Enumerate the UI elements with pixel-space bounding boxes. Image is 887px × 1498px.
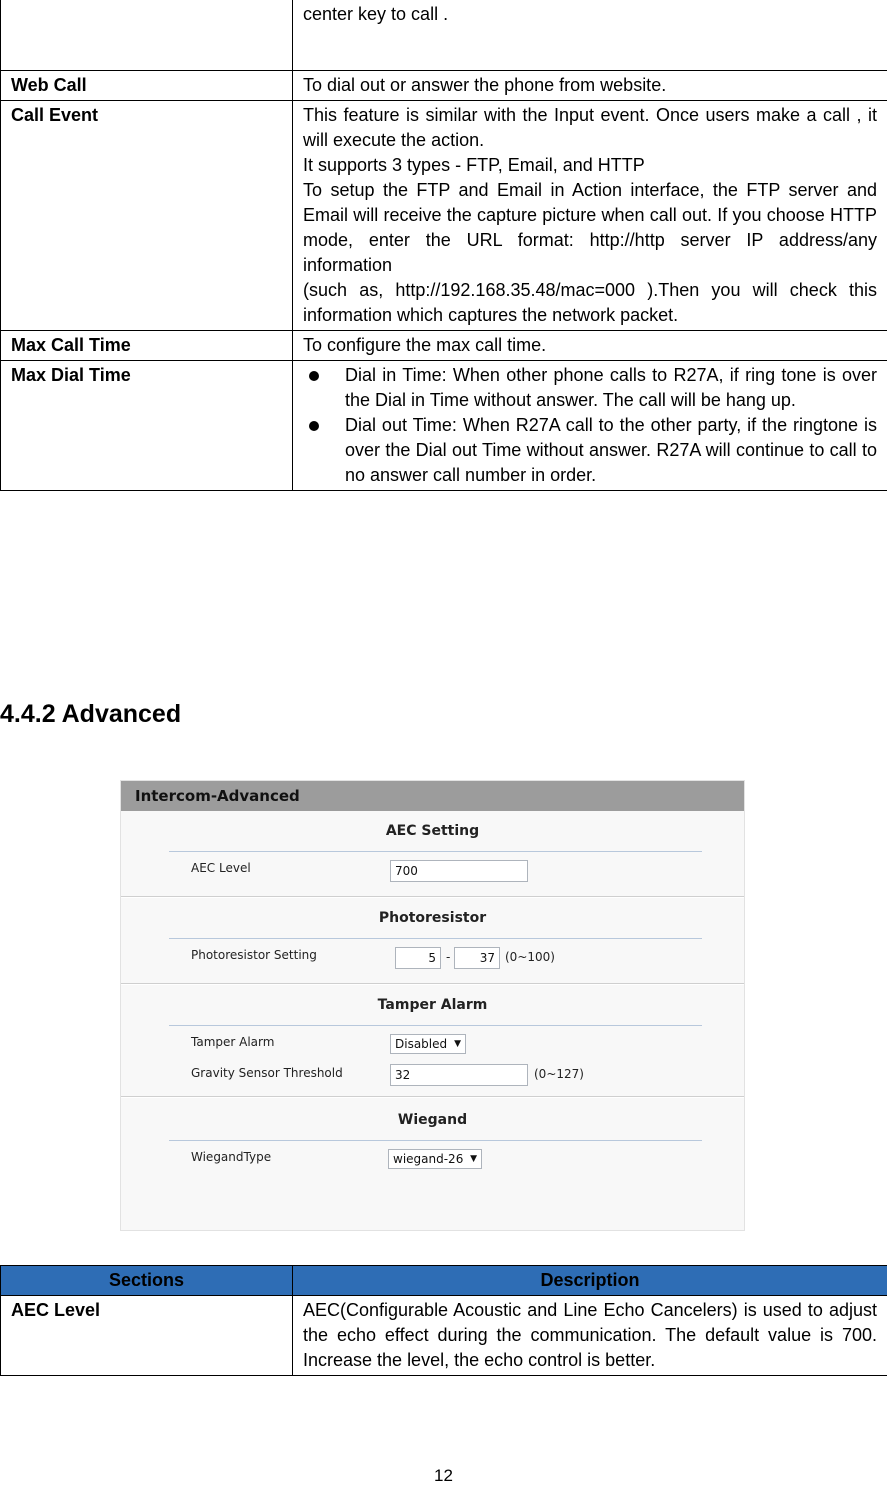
- section-heading: 4.4.2 Advanced: [0, 700, 182, 728]
- tamper-alarm-row: [121, 1026, 744, 1060]
- parameter-table-top: [0, 0, 887, 491]
- bullet-text: Dial out Time: When R27A call to the other party, if the ringtone is over the Dial out Time without answer. R27A will continue to call to no answer call number in order.: [345, 415, 877, 485]
- wiegand-type-select[interactable]: [388, 1149, 482, 1169]
- photoresistor-max-input[interactable]: 37: [454, 947, 500, 969]
- dropdown-arrow-icon: ▼: [470, 1154, 477, 1164]
- section-cell: Web Call: [1, 71, 293, 101]
- description-cell: [293, 1296, 887, 1376]
- section-cell: Max Dial Time: [1, 361, 293, 491]
- page-number: 12: [434, 1466, 453, 1485]
- description-cell: [293, 331, 887, 361]
- wiegand-section: [121, 1098, 744, 1175]
- table-row: [1, 101, 887, 331]
- gravity-sensor-input[interactable]: 32: [390, 1064, 528, 1086]
- description-cell: [293, 361, 887, 491]
- wiegand-section-title: Wiegand: [397, 1112, 468, 1128]
- wiegand-type-row: [121, 1141, 744, 1175]
- description-cell: [293, 0, 887, 71]
- description-line: (such as, http://192.168.35.48/mac=000 ).Then you will check this information which captures the network packet.: [303, 280, 877, 325]
- photoresistor-range-hint: (0~100): [505, 950, 555, 964]
- table-row: [1, 71, 887, 101]
- description-line: To setup the FTP and Email in Action interface, the FTP server and Email will receive the capture picture when call out. If you choose HTTP mode, enter the URL format: http://http server IP address/any information: [303, 180, 877, 275]
- dropdown-arrow-icon: ▼: [454, 1039, 461, 1049]
- intercom-advanced-screenshot: [120, 780, 745, 1231]
- gravity-range-hint: (0~127): [534, 1067, 584, 1081]
- aec-level-label: AEC Level: [191, 861, 251, 875]
- description-line: center key to call .: [303, 4, 449, 24]
- bullet-icon: [309, 371, 319, 381]
- wiegand-type-label: WiegandType: [191, 1150, 272, 1164]
- parameter-table-bottom: [0, 1265, 887, 1376]
- photoresistor-row: [121, 939, 744, 973]
- aec-section: [121, 811, 744, 886]
- tamper-section-title: Tamper Alarm: [377, 997, 488, 1013]
- description-line: To configure the max call time.: [303, 335, 547, 355]
- table-row: [1, 0, 887, 71]
- tamper-alarm-select[interactable]: [390, 1034, 466, 1054]
- description-cell: [293, 71, 887, 101]
- section-cell: AEC Level: [1, 1296, 293, 1376]
- table-row: [1, 1296, 887, 1376]
- section-cell: Call Event: [1, 101, 293, 331]
- bullet-list: [303, 363, 877, 488]
- panel-title: Intercom-Advanced: [121, 781, 744, 811]
- photoresistor-section-title: Photoresistor: [378, 910, 487, 926]
- wiegand-type-value: wiegand-26: [393, 1152, 464, 1166]
- description-line: It supports 3 types - FTP, Email, and HTTP: [303, 155, 645, 175]
- bullet-text: Dial in Time: When other phone calls to R27A, if ring tone is over the Dial in Time without answer. The call will be hang up.: [345, 365, 877, 410]
- column-header-sections: Sections: [1, 1266, 293, 1296]
- range-dash: -: [446, 950, 451, 964]
- description-cell: [293, 101, 887, 331]
- list-item: [303, 363, 877, 413]
- list-item: [303, 413, 877, 488]
- tamper-section: [121, 985, 744, 1094]
- gravity-sensor-label: Gravity Sensor Threshold: [191, 1066, 343, 1080]
- table-row: [1, 361, 887, 491]
- description-line: To dial out or answer the phone from website.: [303, 75, 667, 95]
- aec-level-input[interactable]: 700: [390, 860, 528, 882]
- column-header-description: Description: [293, 1266, 887, 1296]
- gravity-sensor-row: [121, 1060, 744, 1094]
- tamper-alarm-value: Disabled: [395, 1037, 448, 1051]
- tamper-alarm-label: Tamper Alarm: [191, 1035, 275, 1049]
- section-cell: [1, 0, 293, 71]
- table-header-row: [1, 1266, 887, 1296]
- photoresistor-min-input[interactable]: 5: [395, 947, 441, 969]
- section-cell: Max Call Time: [1, 331, 293, 361]
- aec-level-row: [121, 852, 744, 886]
- table-row: [1, 331, 887, 361]
- bullet-icon: [309, 421, 319, 431]
- photoresistor-label: Photoresistor Setting: [191, 948, 317, 962]
- photoresistor-section: [121, 898, 744, 973]
- description-line: This feature is similar with the Input event. Once users make a call , it will execute the action.: [303, 105, 877, 150]
- description-line: AEC(Configurable Acoustic and Line Echo Cancelers) is used to adjust the echo effect during the communication. The default value is 700. Increase the level, the echo control is better.: [303, 1300, 877, 1370]
- aec-section-title: AEC Setting: [385, 823, 480, 839]
